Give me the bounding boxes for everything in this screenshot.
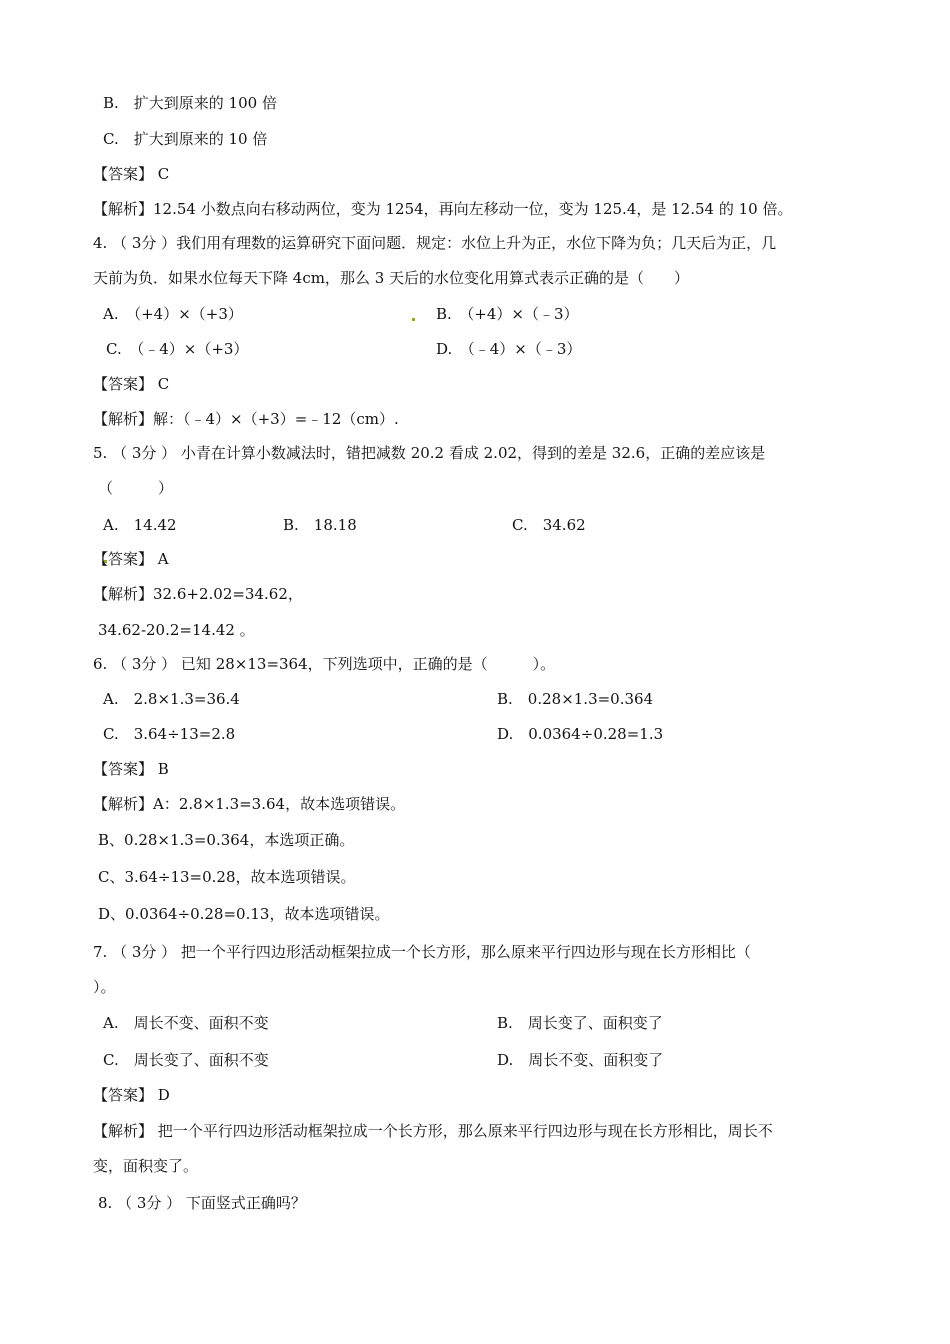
q4-analysis: 【解析】解：（﹣4）×（+3）=﹣12（cm）.: [93, 410, 399, 428]
q5-answer: 【答案】 A: [93, 550, 169, 568]
q5-option-c: C. 34.62: [512, 516, 586, 534]
q3-answer: 【答案】 C: [93, 165, 170, 183]
q4-option-a: A. （+4）×（+3）: [103, 305, 243, 323]
q6-option-b: B. 0.28×1.3=0.364: [497, 690, 654, 708]
q8-stem: 8. （ 3分 ） 下面竖式正确吗？: [98, 1194, 306, 1212]
q6-analysis-line-1: 【解析】A：2.8×1.3=3.64，故本选项错误。: [93, 795, 406, 813]
q6-option-a: A. 2.8×1.3=36.4: [103, 690, 240, 708]
q4-stem-line-1: 4. （ 3分 ）我们用有理数的运算研究下面问题．规定：水位上升为正，水位下降为负；几天后为正，几: [93, 234, 777, 252]
q6-analysis-line-2: B、0.28×1.3=0.364，本选项正确。: [98, 831, 355, 849]
stray-mark: [412, 318, 415, 321]
q5-analysis-line-1: 【解析】32.6+2.02=34.62，: [93, 585, 303, 603]
q4-option-b: B. （+4）×（﹣3）: [436, 305, 579, 323]
q3-option-b: B. 扩大到原来的 100 倍: [103, 94, 277, 112]
q7-option-b: B. 周长变了、面积变了: [497, 1014, 663, 1032]
q4-option-d: D. （﹣4）×（﹣3）: [436, 340, 582, 358]
q7-analysis-line-1: 【解析】 把一个平行四边形活动框架拉成一个长方形，那么原来平行四边形与现在长方形相比，周长不: [93, 1122, 773, 1140]
q6-option-d: D. 0.0364÷0.28=1.3: [497, 725, 664, 743]
q4-stem-line-2: 天前为负．如果水位每天下降 4cm，那么 3 天后的水位变化用算式表示正确的是（ ）: [93, 269, 690, 287]
q6-analysis-line-4: D、0.0364÷0.28=0.13，故本选项错误。: [98, 905, 390, 923]
q6-option-c: C. 3.64÷13=2.8: [103, 725, 236, 743]
q4-answer: 【答案】 C: [93, 375, 170, 393]
q7-stem-line-1: 7. （ 3分 ） 把一个平行四边形活动框架拉成一个长方形，那么原来平行四边形与现在长方形相比（: [93, 943, 751, 961]
q3-analysis: 【解析】12.54 小数点向右移动两位，变为 1254，再向左移动一位，变为 125.4，是 12.54 的 10 倍。: [93, 200, 793, 218]
q7-option-d: D. 周长不变、面积变了: [497, 1051, 664, 1069]
q5-stem-line-2: （ ）: [98, 479, 174, 497]
q7-answer: 【答案】 D: [93, 1086, 170, 1104]
q6-analysis-line-3: C、3.64÷13=0.28，故本选项错误。: [98, 868, 356, 886]
q5-stem-line-1: 5. （ 3分 ） 小青在计算小数减法时，错把减数 20.2 看成 2.02，得到的差是 32.6，正确的差应该是: [93, 444, 766, 462]
q5-analysis-line-2: 34.62-20.2=14.42 。: [98, 621, 255, 639]
q6-stem: 6. （ 3分 ） 已知 28×13=364，下列选项中，正确的是（ ）。: [93, 655, 556, 673]
q4-option-c: C. （﹣4）×（+3）: [106, 340, 249, 358]
q7-stem-line-2: ）。: [93, 978, 116, 996]
q7-option-a: A. 周长不变、面积不变: [103, 1014, 269, 1032]
q7-analysis-line-2: 变，面积变了。: [93, 1157, 199, 1175]
q3-option-c: C. 扩大到原来的 10 倍: [103, 130, 268, 148]
q5-option-b: B. 18.18: [283, 516, 357, 534]
q7-option-c: C. 周长变了、面积不变: [103, 1051, 269, 1069]
q6-answer: 【答案】 B: [93, 760, 169, 778]
q5-option-a: A. 14.42: [103, 516, 177, 534]
